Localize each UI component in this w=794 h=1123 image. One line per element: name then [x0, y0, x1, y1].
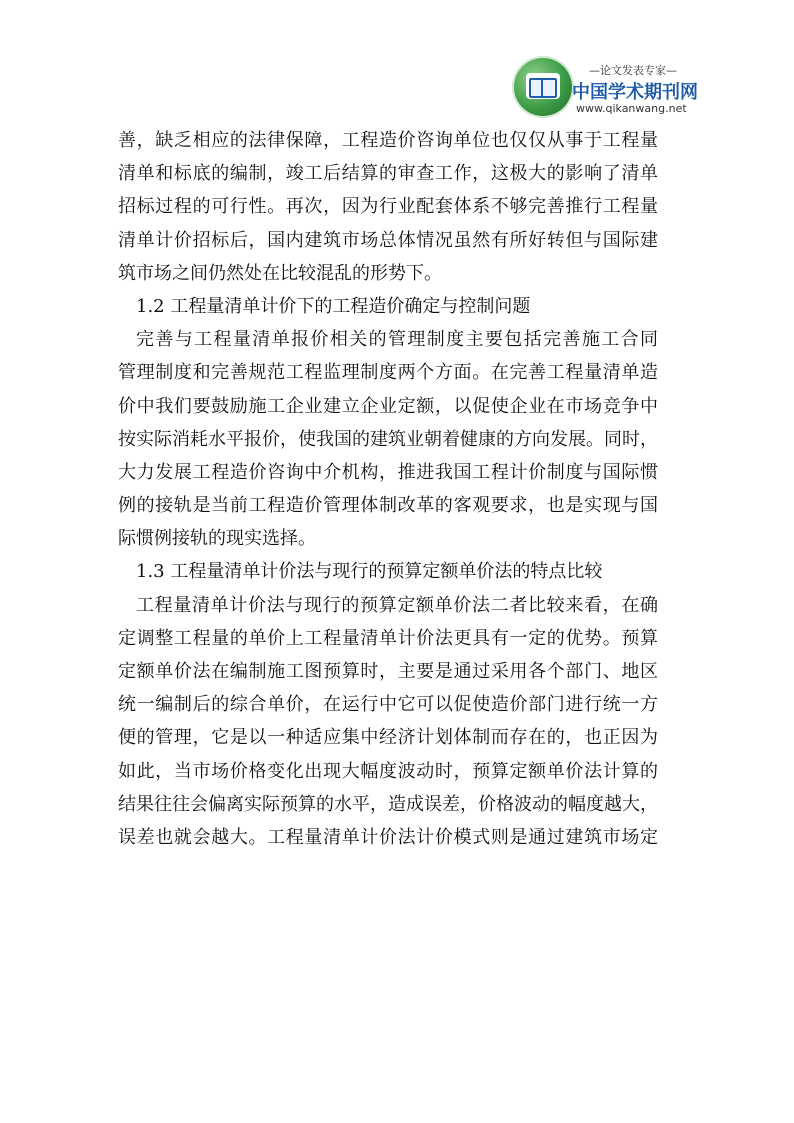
logo-tagline: —论文发表专家—	[589, 64, 677, 77]
site-logo	[514, 58, 698, 120]
paragraph-line: 筑市场之间仍然处在比较混乱的形势下。	[118, 262, 442, 284]
paragraph-line: 便的管理，它是以一种适应集中经济计划体制而存在的，也正因为	[118, 727, 658, 749]
globe-book-icon	[514, 58, 572, 116]
paragraph-line: 善，缺乏相应的法律保障，工程造价咨询单位也仅仅从事于工程量	[118, 130, 658, 151]
logo-name: 中国学术期刊网	[572, 82, 698, 103]
paragraph-line: 定额单价法在编制施工图预算时，主要是通过采用各个部门、地区	[118, 661, 658, 682]
paragraph-line: 工程量清单计价法与现行的预算定额单价法二者比较来看，在确	[136, 594, 658, 616]
paragraph-line: 结果往往会偏离实际预算的水平，造成误差，价格波动的幅度越大，	[118, 793, 658, 815]
paragraph-line: 清单和标底的编制，竣工后结算的审查工作，这极大的影响了清单	[118, 163, 658, 185]
paragraph-line: 招标过程的可行性。再次，因为行业配套体系不够完善推行工程量	[118, 196, 658, 218]
book-icon	[526, 73, 560, 99]
paragraph-line: 管理制度和完善规范工程监理制度两个方面。在完善工程量清单造	[118, 362, 658, 384]
document-body	[118, 124, 658, 854]
section-heading-1-3: 1.3 工程量清单计价法与现行的预算定额单价法的特点比较	[136, 561, 603, 583]
paragraph-line: 如此，当市场价格变化出现大幅度波动时，预算定额单价法计算的	[118, 760, 658, 782]
logo-url: www.qikanwang.net	[576, 102, 687, 115]
paragraph-line: 定调整工程量的单价上工程量清单计价法更具有一定的优势。预算	[118, 627, 658, 649]
paragraph-line: 际惯例接轨的现实选择。	[118, 528, 316, 550]
paragraph-line: 大力发展工程造价咨询中介机构，推进我国工程计价制度与国际惯	[118, 461, 658, 483]
paragraph-line: 统一编制后的综合单价，在运行中它可以促使造价部门进行统一方	[118, 694, 658, 716]
paragraph-line: 例的接轨是当前工程造价管理体制改革的客观要求，也是实现与国	[118, 495, 658, 517]
section-heading-1-2: 1.2 工程量清单计价下的工程造价确定与控制问题	[136, 295, 531, 317]
paragraph-line: 按实际消耗水平报价，使我国的建筑业朝着健康的方向发展。同时，	[118, 428, 658, 450]
paragraph-line: 完善与工程量清单报价相关的管理制度主要包括完善施工合同	[136, 329, 658, 351]
paragraph-line: 清单计价招标后，国内建筑市场总体情况虽然有所好转但与国际建	[118, 229, 658, 251]
paragraph-line: 误差也就会越大。工程量清单计价法计价模式则是通过建筑市场定	[118, 826, 658, 848]
paragraph-line: 价中我们要鼓励施工企业建立企业定额，以促使企业在市场竞争中	[118, 395, 658, 417]
